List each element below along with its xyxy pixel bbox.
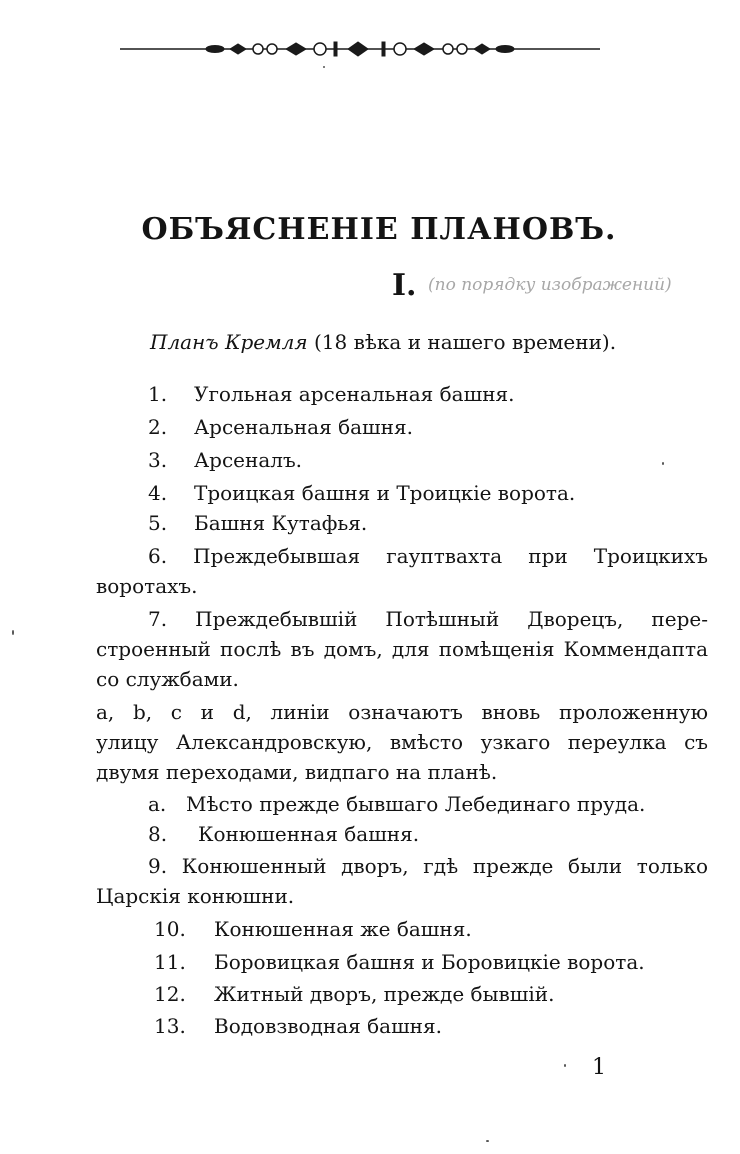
- plan-subtitle: [150, 330, 616, 354]
- list-item: 11. Боровицкая башня и Боровицкіе ворота.: [154, 950, 645, 974]
- list-item: a, b, c и d, линіи означаютъ вновь проложенную: [96, 700, 708, 724]
- list-item: 13. Водовзводная башня.: [154, 1014, 442, 1038]
- list-item-continuation: Царскія конюшни.: [96, 884, 295, 908]
- list-item: 4. Троицкая башня и Троицкіе ворота.: [148, 481, 576, 505]
- list-item: 10. Конюшенная же башня.: [154, 917, 472, 941]
- scan-speck: [564, 1064, 566, 1067]
- list-item: 12. Житный дворъ, прежде бывшій.: [154, 982, 555, 1006]
- list-item: 8. Конюшенная башня.: [148, 822, 420, 846]
- scan-speck: [323, 66, 325, 68]
- handwritten-annotation: (по порядку изображений): [428, 275, 672, 295]
- list-item-continuation: строенный послѣ въ домъ, для помѣщенія Коммендапта: [96, 637, 708, 661]
- list-item: 5. Башня Кутафья.: [148, 511, 368, 535]
- list-item-continuation: улицу Александровскую, вмѣсто узкаго переулка съ: [96, 730, 708, 754]
- list-item: 7. Преждебывшій Потѣшный Дворецъ, пере-: [148, 607, 708, 631]
- list-item: 6. Преждебывшая гауптвахта при Троицкихъ: [148, 544, 708, 568]
- list-item: 3. Арсеналъ.: [148, 448, 303, 472]
- page-title: ОБЪЯСНЕНІЕ ПЛАНОВЪ.: [141, 212, 617, 247]
- list-item: 1. Угольная арсенальная башня.: [148, 382, 515, 406]
- scan-speck: [12, 630, 14, 635]
- scan-speck: [662, 462, 664, 465]
- list-item: a. Мѣсто прежде бывшаго Лебединаго пруда.: [148, 792, 646, 816]
- scan-speck: [486, 1140, 489, 1142]
- subtitle-italic: Планъ Кремля: [150, 330, 308, 354]
- page-number: 1: [592, 1055, 606, 1080]
- list-item: 9. Конюшенный дворъ, гдѣ прежде были только: [148, 854, 708, 878]
- subtitle-rest: (18 вѣка и нашего времени).: [307, 330, 617, 354]
- list-item-continuation: со службами.: [96, 667, 239, 691]
- list-item-continuation: воротахъ.: [96, 574, 198, 598]
- list-item-continuation: двумя переходами, видпаго на планѣ.: [96, 760, 498, 784]
- section-numeral: I.: [392, 268, 417, 303]
- ornamental-rule: [120, 38, 600, 60]
- list-item: 2. Арсенальная башня.: [148, 415, 413, 439]
